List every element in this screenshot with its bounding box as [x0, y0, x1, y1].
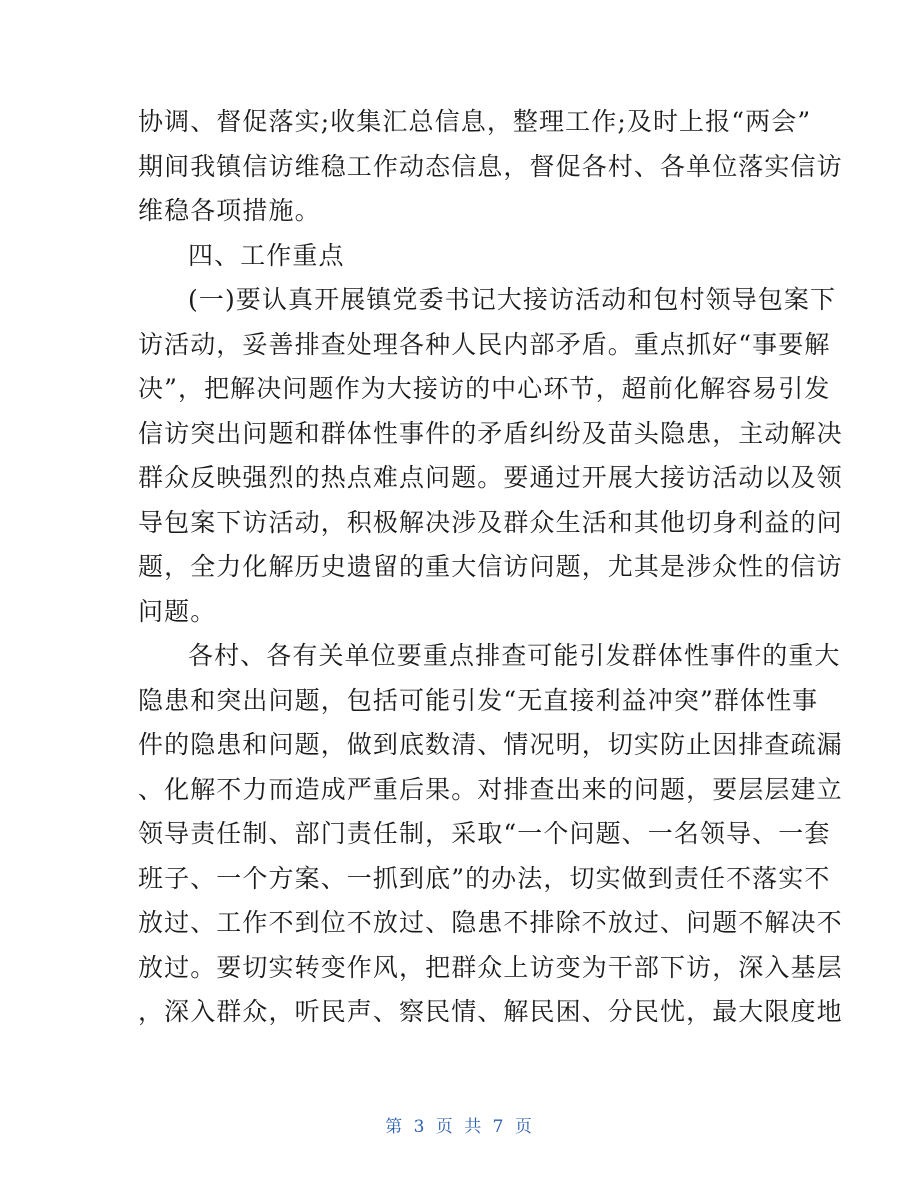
text-line: 访活动，妥善排查处理各种人民内部矛盾。重点抓好“事要解: [138, 329, 831, 359]
text-line: 放过。要切实转变作风，把群众上访变为干部下访，深入基层: [138, 952, 843, 982]
text-line: 维稳各项措施。: [138, 196, 321, 225]
text-line: (一)要认真开展镇党委书记大接访活动和包村领导包案下: [188, 285, 837, 314]
text-line: 期间我镇信访维稳工作动态信息，督促各村、各单位落实信访: [138, 151, 843, 181]
text-line: 领导责任制、部门责任制，采取“一个问题、一名领导、一套: [138, 819, 831, 848]
page-number-footer: 第 3 页 共 7 页: [385, 1117, 535, 1137]
text-line: 隐患和突出问题，包括可能引发“无直接利益冲突”群体性事: [138, 685, 819, 715]
text-line: 班子、一个方案、一抓到底”的办法，切实做到责任不落实不: [138, 863, 831, 893]
text-line: 信访突出问题和群体性事件的矛盾纠纷及苗头隐患，主动解决: [138, 418, 843, 448]
text-line: ，深入群众，听民声、察民情、解民困、分民忧，最大限度地: [138, 997, 843, 1026]
text-line: 群众反映强烈的热点难点问题。要通过开展大接访活动以及领: [138, 463, 843, 492]
text-line: 、化解不力而造成严重后果。对排查出来的问题，要层层建立: [138, 774, 843, 804]
text-line: 导包案下访活动，积极解决涉及群众生活和其他切身利益的问: [138, 507, 843, 537]
text-line: 放过、工作不到位不放过、隐患不排除不放过、问题不解决不: [138, 908, 843, 937]
document-body: [138, 100, 843, 1035]
text-line: 问题。: [138, 596, 217, 626]
text-line: 题，全力化解历史遗留的重大信访问题，尤其是涉众性的信访: [138, 552, 843, 581]
text-line: 决”，把解决问题作为大接访的中心环节，超前化解容易引发: [138, 374, 831, 403]
text-line: 件的隐患和问题，做到底数清、情况明，切实防止因排查疏漏: [138, 730, 843, 759]
text-line: 协调、督促落实;收集汇总信息，整理工作;及时上报“两会”: [138, 107, 812, 136]
text-line: 各村、各有关单位要重点排查可能引发群体性事件的重大: [188, 641, 841, 670]
text-line: 四、工作重点: [188, 240, 345, 270]
